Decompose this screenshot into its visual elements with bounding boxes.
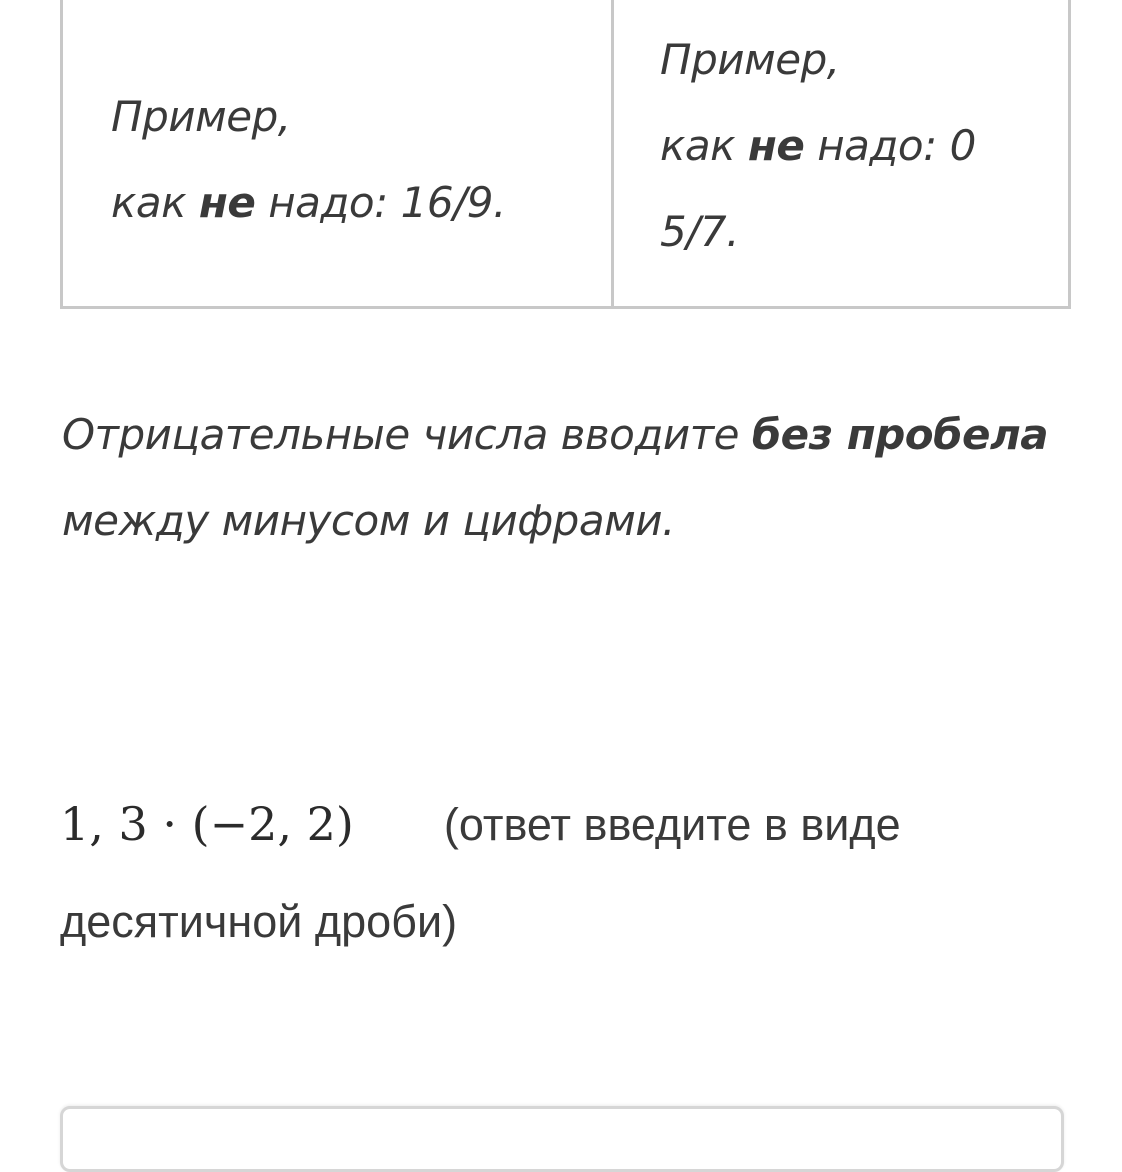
note-text-end: между минусом и цифрами. (62, 496, 675, 545)
note-text-start: Отрицательные числа вводите (62, 410, 752, 459)
note-bold-text: без пробела (751, 410, 1049, 459)
example-suffix: надо: 16/9. (255, 178, 506, 227)
example-bold-word: не (198, 178, 256, 227)
example-line-3: 5/7. (660, 207, 739, 256)
example-prefix: как (111, 178, 199, 227)
example-text-left (63, 74, 611, 246)
task-formula: 1, 3 · (−2, 2) (60, 797, 354, 851)
example-line-1: Пример, (660, 35, 840, 84)
task-hint: (ответ введите в виде десятичной дроби) (60, 799, 901, 947)
example-cell-left (62, 0, 613, 308)
example-cell-right (613, 0, 1070, 308)
answer-input[interactable] (60, 1106, 1064, 1172)
negative-numbers-note (62, 392, 1072, 564)
examples-table (60, 0, 1071, 309)
task-statement (60, 776, 1080, 971)
example-text-right (614, 17, 1068, 275)
example-prefix: как (660, 121, 748, 170)
example-line-1: Пример, (111, 92, 291, 141)
example-bold-word: не (747, 121, 805, 170)
example-suffix: надо: 0 (804, 121, 976, 170)
